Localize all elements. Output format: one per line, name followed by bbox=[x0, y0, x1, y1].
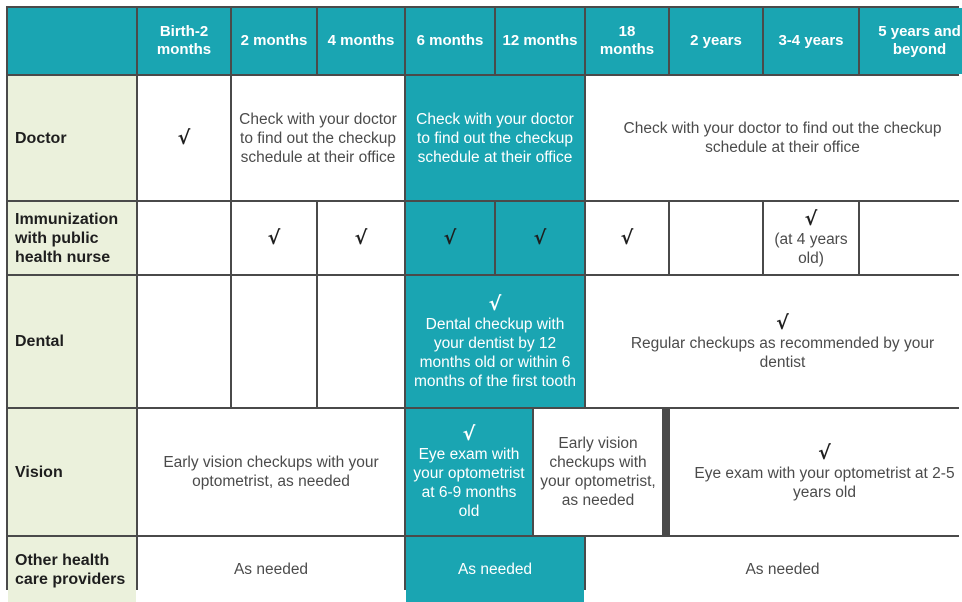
dental-4-months-empty bbox=[318, 276, 404, 407]
header-18-months: 18 months bbox=[586, 8, 668, 74]
vision-2-years-plus-check: √ bbox=[818, 442, 831, 464]
doctor-18-months-plus-text: Check with your doctor to find out the checkup schedule at their office bbox=[586, 76, 962, 200]
immunization-18-months-check: √ bbox=[586, 202, 668, 274]
immunization-birth-empty bbox=[138, 202, 230, 274]
header-2-months: 2 months bbox=[232, 8, 316, 74]
dental-2-months-empty bbox=[232, 276, 316, 407]
header-6-months: 6 months bbox=[406, 8, 494, 74]
dental-birth-empty bbox=[138, 276, 230, 407]
header-birth-2-months: Birth-2 months bbox=[138, 8, 230, 74]
header-5-years-beyond: 5 years and beyond bbox=[860, 8, 962, 74]
other-birth-4-months-text: As needed bbox=[138, 537, 404, 602]
immunization-2-months-check: √ bbox=[232, 202, 316, 274]
immunization-3-4-years-note: (at 4 years old) bbox=[774, 231, 848, 267]
row-label-other-providers: Other health care providers bbox=[8, 537, 136, 602]
vision-12-18-months-text: Early vision checkups with your optometrist, as needed bbox=[534, 409, 662, 535]
immunization-6-months-check: √ bbox=[406, 202, 494, 274]
header-2-years: 2 years bbox=[670, 8, 762, 74]
vision-2-years-plus-cell bbox=[670, 409, 962, 535]
row-label-dental: Dental bbox=[8, 276, 136, 407]
row-label-vision: Vision bbox=[8, 409, 136, 535]
dental-6-12-months-check: √ bbox=[488, 292, 502, 315]
dental-6-12-months-text: Dental checkup with your dentist by 12 months old or within 6 months of the first tooth bbox=[414, 315, 576, 390]
other-18-months-plus-text: As needed bbox=[586, 537, 962, 602]
immunization-4-months-check: √ bbox=[318, 202, 404, 274]
vision-6-months-text: Eye exam with your optometrist at 6-9 months old bbox=[413, 446, 525, 520]
doctor-birth-check: √ bbox=[138, 76, 230, 200]
dental-6-12-months-cell bbox=[406, 276, 584, 407]
checkup-schedule-table bbox=[6, 6, 959, 590]
immunization-2-years-empty bbox=[670, 202, 762, 274]
doctor-2-4-months-text: Check with your doctor to find out the checkup schedule at their office bbox=[232, 76, 404, 200]
vision-2-years-plus-text: Eye exam with your optometrist at 2-5 years old bbox=[694, 465, 955, 501]
row-label-doctor: Doctor bbox=[8, 76, 136, 200]
other-6-12-months-text: As needed bbox=[406, 537, 584, 602]
vision-birth-4-months-text: Early vision checkups with your optometrist, as needed bbox=[138, 409, 404, 535]
immunization-5-years-empty bbox=[860, 202, 962, 274]
dental-18-months-plus-cell bbox=[586, 276, 962, 407]
immunization-3-4-years-check: √ bbox=[804, 208, 818, 230]
row-label-immunization: Immunization with public health nurse bbox=[8, 202, 136, 274]
header-4-months: 4 months bbox=[318, 8, 404, 74]
header-3-4-years: 3-4 years bbox=[764, 8, 858, 74]
header-corner bbox=[8, 8, 136, 74]
header-12-months: 12 months bbox=[496, 8, 584, 74]
doctor-6-12-months-text: Check with your doctor to find out the checkup schedule at their office bbox=[406, 76, 584, 200]
dental-18-months-plus-text: Regular checkups as recommended by your dentist bbox=[630, 334, 935, 371]
vision-6-months-cell bbox=[406, 409, 532, 535]
dental-18-months-plus-check: √ bbox=[776, 311, 789, 334]
vision-6-months-check: √ bbox=[462, 423, 476, 445]
vision-6-18-months-split bbox=[406, 409, 668, 535]
immunization-3-4-years-cell bbox=[764, 202, 858, 274]
immunization-12-months-check: √ bbox=[496, 202, 584, 274]
